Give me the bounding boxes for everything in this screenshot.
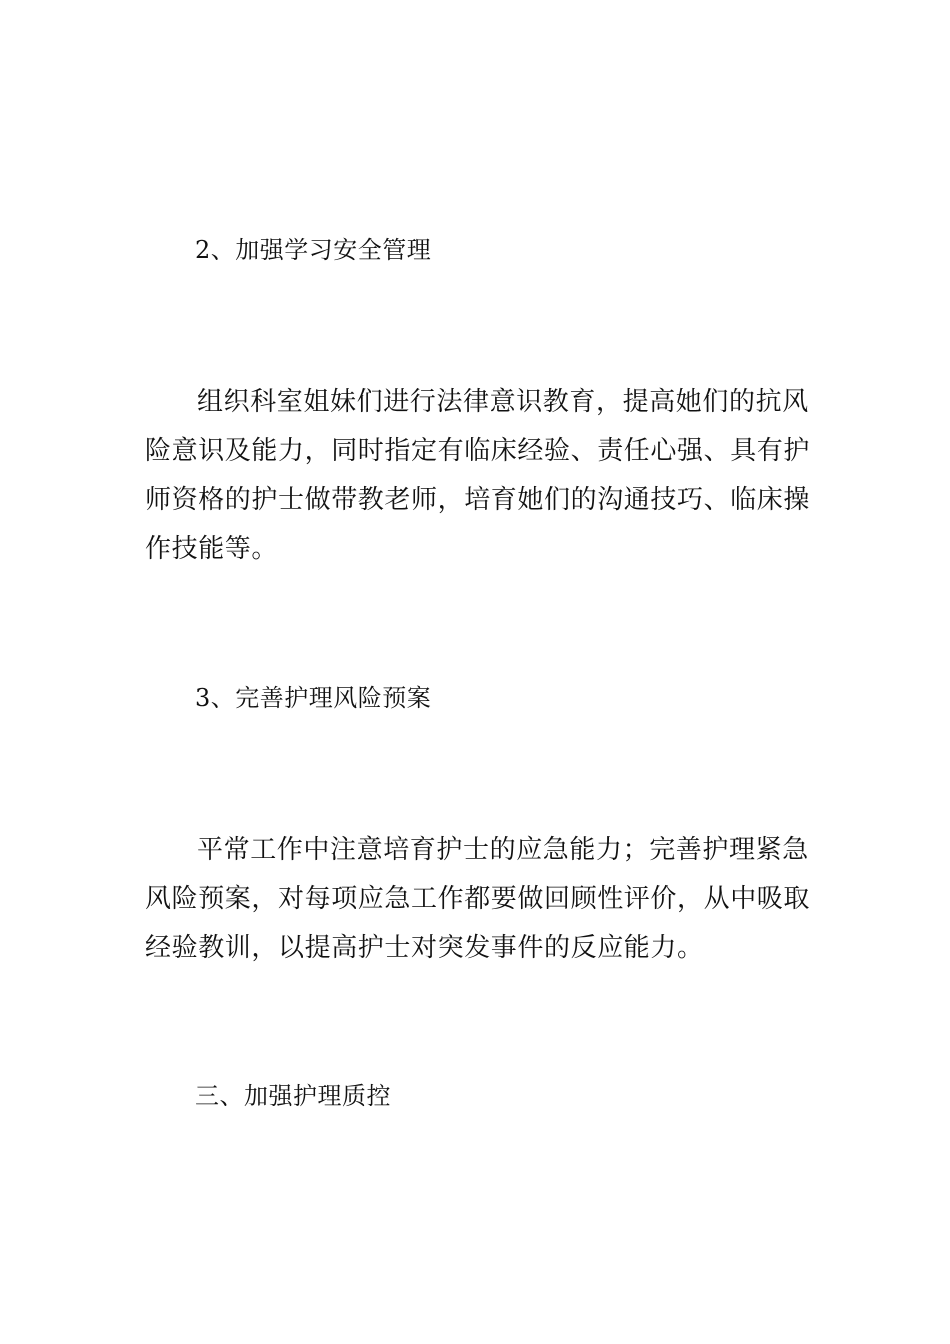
paragraph-line: 师资格的护士做带教老师，培育她们的沟通技巧、临床操	[145, 485, 811, 515]
section-paragraph-2	[145, 378, 811, 574]
section-heading-2: 2、加强学习安全管理	[195, 236, 432, 264]
paragraph-line: 风险预案，对每项应急工作都要做回顾性评价，从中吸取	[145, 884, 811, 914]
paragraph-line: 作技能等。	[145, 534, 279, 564]
paragraph-line: 组织科室姐妹们进行法律意识教育，提高她们的抗风	[197, 387, 809, 417]
section-heading-3: 3、完善护理风险预案	[195, 684, 432, 712]
paragraph-line: 平常工作中注意培育护士的应急能力；完善护理紧急	[197, 835, 809, 865]
section-paragraph-3	[145, 826, 811, 973]
section-heading-three: 三、加强护理质控	[195, 1082, 391, 1110]
paragraph-line: 险意识及能力，同时指定有临床经验、责任心强、具有护	[145, 436, 811, 466]
paragraph-line: 经验教训，以提高护士对突发事件的反应能力。	[145, 933, 704, 963]
